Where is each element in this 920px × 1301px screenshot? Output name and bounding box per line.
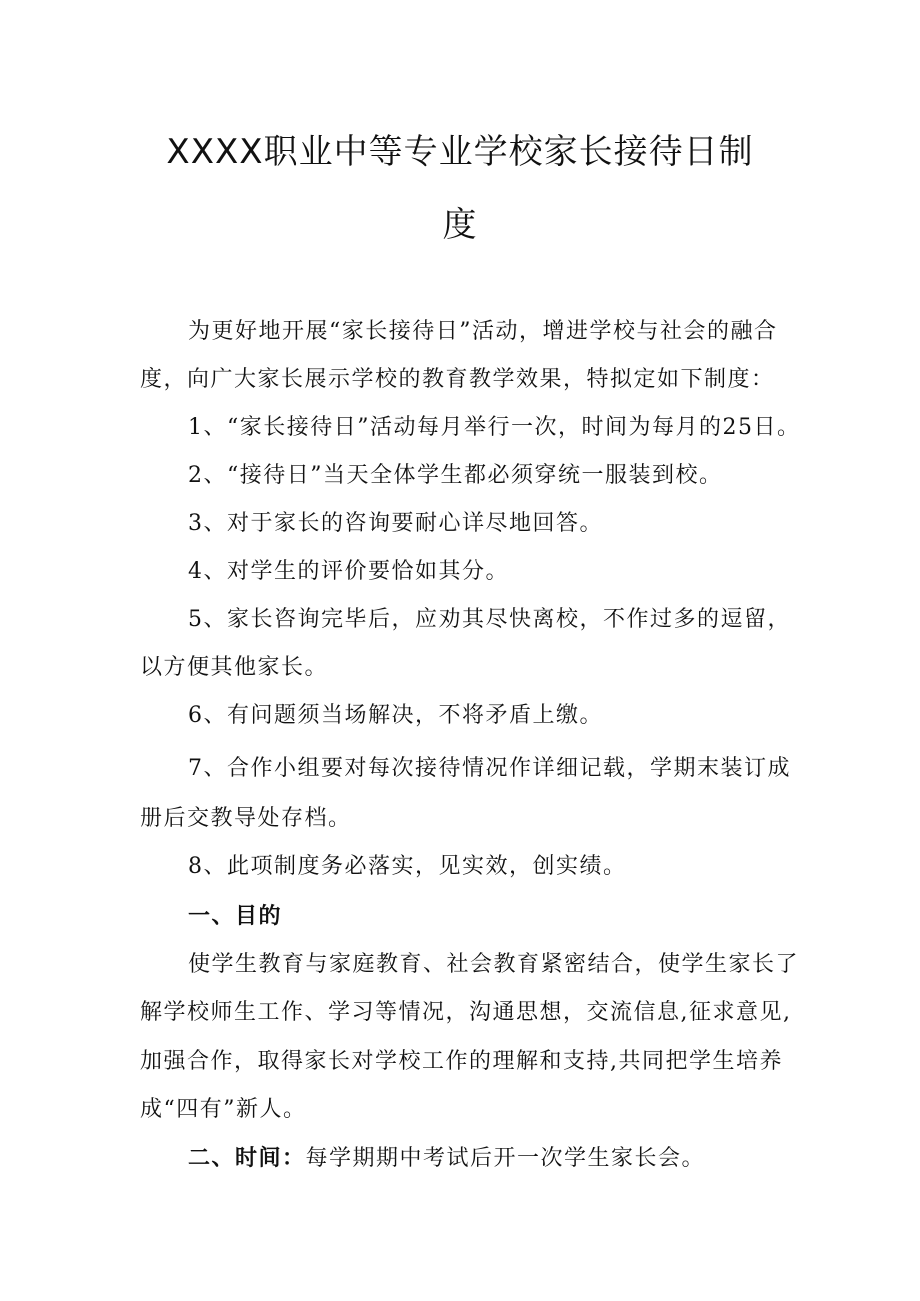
rule-7-line-2: 册后交教导处存档。 xyxy=(140,806,352,831)
purpose-line-3: 加强合作，取得家长对学校工作的理解和支持,共同把学生培养 xyxy=(140,1049,783,1074)
time-text: 每学期期中考试后开一次学生家长会。 xyxy=(305,1146,706,1171)
rule-7-line-1: 7、合作小组要对每次接待情况作详细记载，学期末装订成 xyxy=(188,756,791,781)
rule-3: 3、对于家长的咨询要耐心详尽地回答。 xyxy=(188,511,603,536)
rule-1: 1、“家长接待日”活动每月举行一次，时间为每月的25日。 xyxy=(188,415,801,440)
intro-line-1: 为更好地开展“家长接待日”活动，增进学校与社会的融合 xyxy=(188,319,778,344)
section-time xyxy=(188,1135,798,1182)
purpose-line-4: 成“四有”新人。 xyxy=(140,1097,307,1122)
rule-8: 8、此项制度务必落实，见实效，创实绩。 xyxy=(188,854,627,879)
rule-4: 4、对学生的评价要恰如其分。 xyxy=(188,559,509,584)
rule-6: 6、有问题须当场解决，不将矛盾上缴。 xyxy=(188,703,603,728)
purpose-line-2: 解学校师生工作、学习等情况，沟通思想，交流信息,征求意见, xyxy=(140,1000,792,1025)
section-heading-time: 二、时间： xyxy=(188,1146,306,1171)
document-title-line2: 度 xyxy=(442,205,478,245)
section-heading-purpose: 一、目的 xyxy=(188,904,283,929)
rule-2: 2、“接待日”当天全体学生都必须穿统一服装到校。 xyxy=(188,463,723,488)
document-title-line1: XXXX职业中等专业学校家长接待日制 xyxy=(166,132,754,172)
rule-5-line-1: 5、家长咨询完毕后，应劝其尽快离校，不作过多的逗留， xyxy=(188,607,791,632)
purpose-line-1: 使学生教育与家庭教育、社会教育紧密结合，使学生家长了 xyxy=(188,952,800,977)
intro-line-2: 度，向广大家长展示学校的教育教学效果，特拟定如下制度： xyxy=(140,367,775,392)
rule-5-line-2: 以方便其他家长。 xyxy=(140,655,329,680)
